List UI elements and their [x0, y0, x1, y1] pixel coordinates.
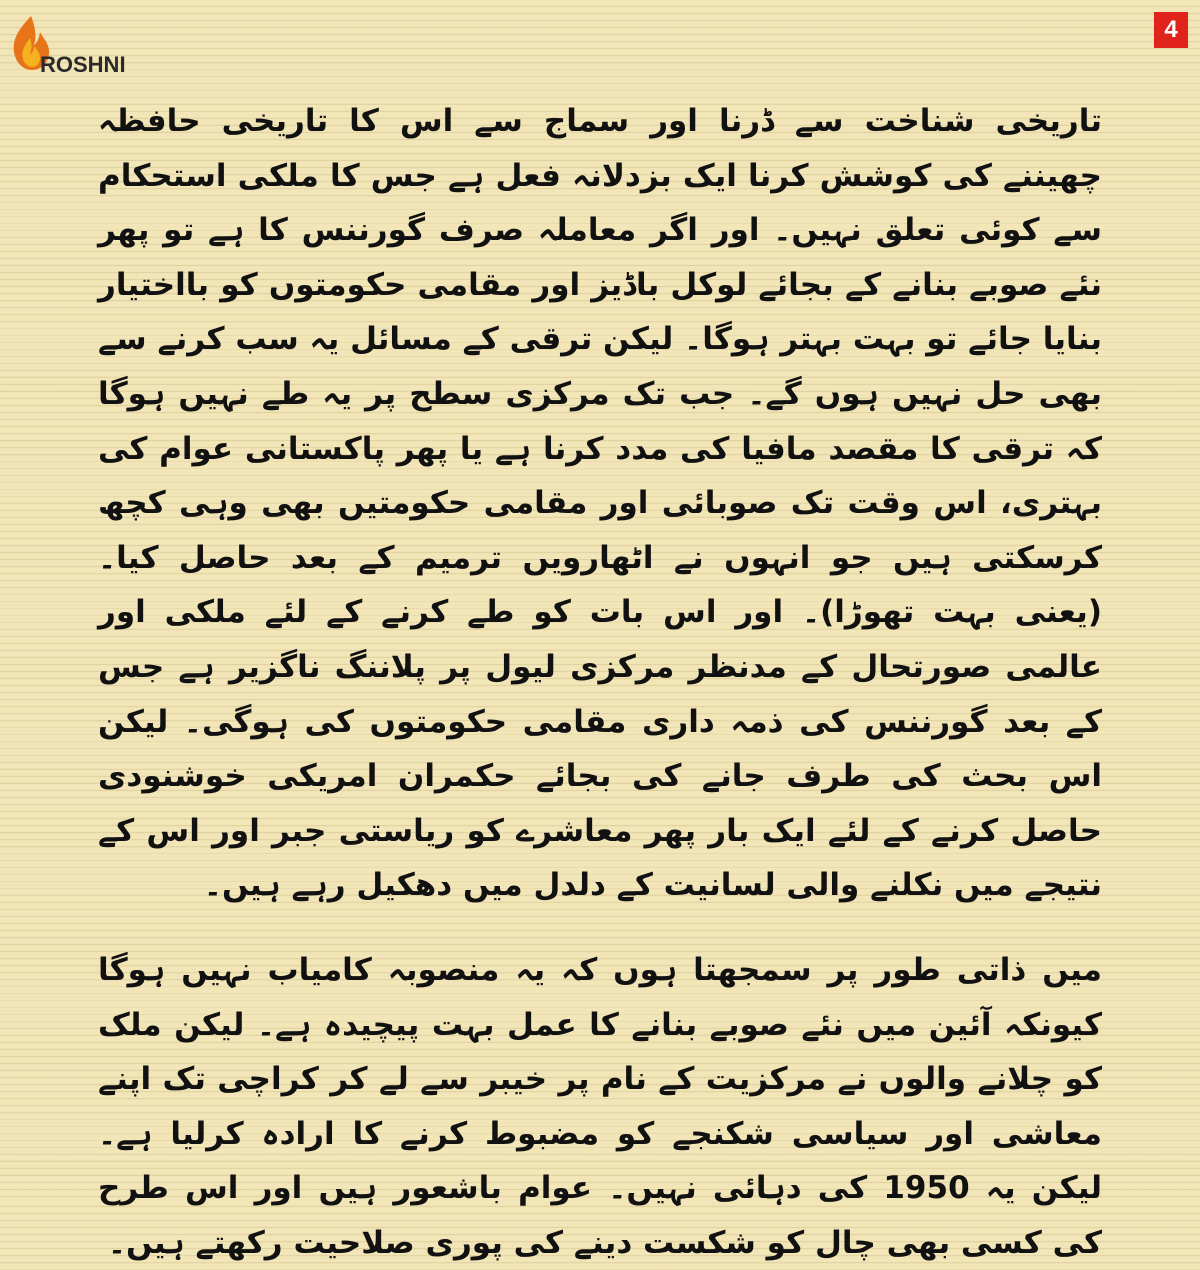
brand-name: ROSHNI: [40, 52, 126, 77]
article-paragraph: تاریخی شناخت سے ڈرنا اور سماج سے اس کا تاریخی حافظہ چھیننے کی کوشش کرنا ایک بزدلانہ فعل ہے جس کا ملکی استحکام سے کوئی تعلق نہیں۔ اور اگر معاملہ صرف گورننس کا ہے تو پھر نئے صوبے بنانے کے بجائے لوکل باڈیز اور مقامی حکومتوں کو بااختیار بنایا جائے تو بہت بہتر ہوگا۔ لیکن ترقی کے مسائل یہ سب کرنے سے بھی حل نہیں ہوں گے۔ جب تک مرکزی سطح پر یہ طے نہیں ہوگا کہ ترقی کا مقصد مافیا کی مدد کرنا ہے یا پھر پاکستانی عوام کی بہتری، اس وقت تک صوبائی اور مقامی حکومتیں بھی وہی کچھ کرسکتی ہیں جو انہوں نے اٹھارویں ترمیم کے بعد حاصل کیا۔ (یعنی بہت تھوڑا)۔ اور اس بات کو طے کرنے کے لئے ملکی اور عالمی صورتحال کے مدنظر مرکزی لیول پر پلاننگ ناگزیر ہے جس کے بعد گورننس کی ذمہ داری مقامی حکومتوں کی ہوگی۔ لیکن اس بحث کی طرف جانے کی بجائے حکمران امریکی خوشنودی حاصل کرنے کے لئے ایک بار پھر معاشرے کو ریاستی جبر اور اس کے نتیجے میں نکلنے والی لسانیت کے دلدل میں دھکیل رہے ہیں۔: [98, 103, 1102, 904]
page-number-badge: 4: [1154, 12, 1188, 48]
article-body: [98, 94, 1102, 1270]
article-paragraph: میں ذاتی طور پر سمجھتا ہوں کہ یہ منصوبہ کامیاب نہیں ہوگا کیونکہ آئین میں نئے صوبے بنانے کا عمل بہت پیچیدہ ہے۔ لیکن ملک کو چلانے والوں نے مرکزیت کے نام پر خیبر سے لے کر کراچی تک اپنے معاشی اور سیاسی شکنجے کو مضبوط کرنے کا ارادہ کرلیا ہے۔ لیکن یہ 1950 کی دہائی نہیں۔ عوام باشعور ہیں اور اس طرح کی کسی بھی چال کو شکست دینے کی پوری صلاحیت رکھتے ہیں۔: [98, 951, 1103, 1261]
roshni-logo: [8, 14, 128, 76]
